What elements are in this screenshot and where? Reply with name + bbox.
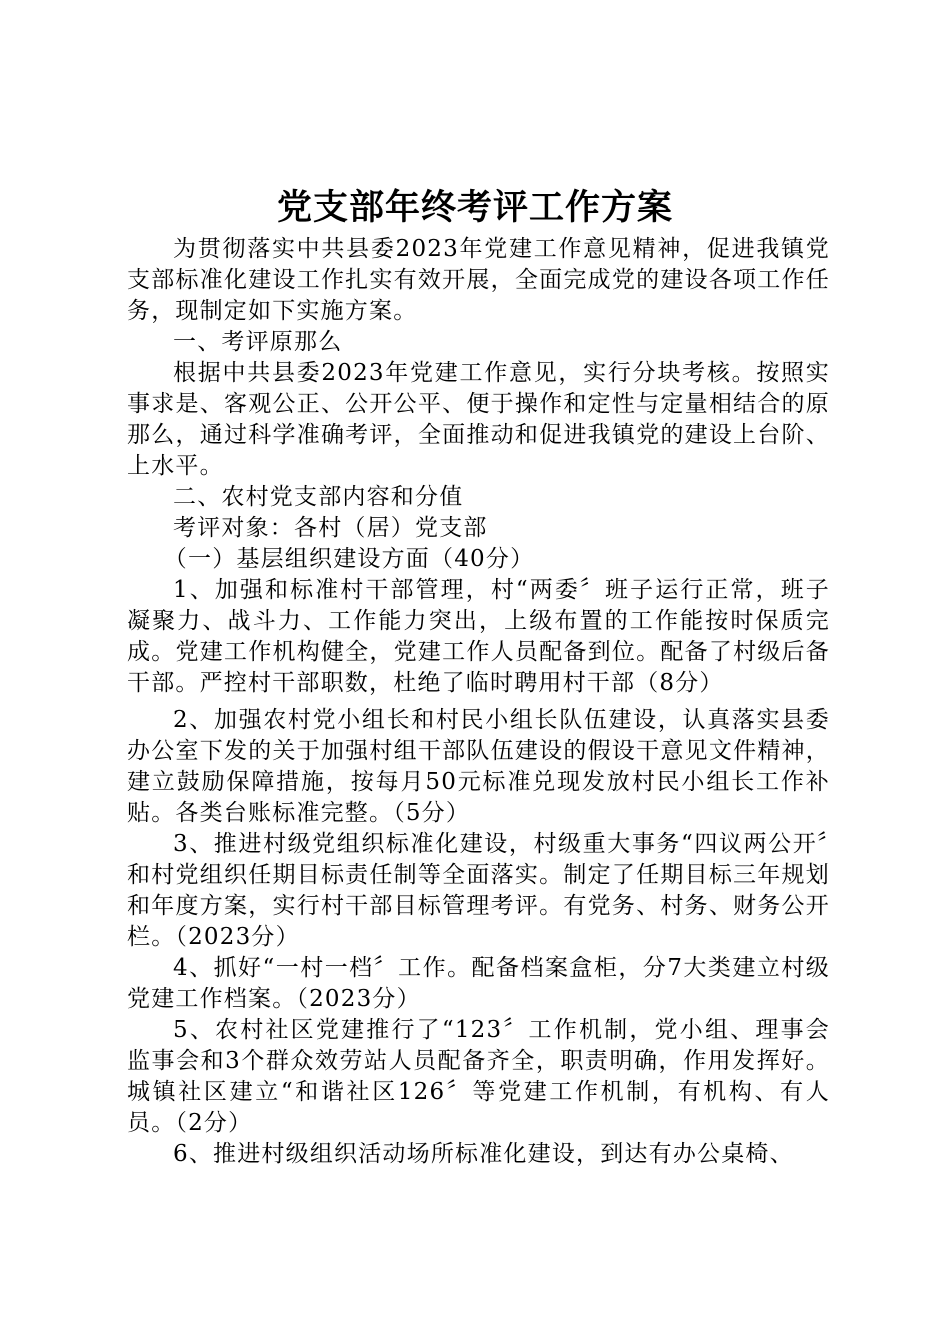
item-3-paragraph: 3、推进村级党组织标准化建设，村级重大事务“四议两公开〞和村党组织任期目标责任制等全面落实。制定了任期目标三年规划和年度方案，实行村干部目标管理考评。有党务、村务、财务公开栏。（2023分） bbox=[127, 831, 830, 950]
section-heading-principles: 一、考评原那么 bbox=[173, 329, 343, 355]
item-1-paragraph: 1、加强和标准村干部管理，村“两委〞班子运行正常，班子凝聚力、战斗力、工作能力突出，上级布置的工作能按时保质完成。党建工作机构健全，党建工作人员配备到位。配备了村级后备干部。严控村干部职数，杜绝了临时聘用村干部（8分） bbox=[127, 577, 830, 696]
item-5-paragraph: 5、农村社区党建推行了“123〞工作机制，党小组、理事会监事会和3个群众效劳站人员配备齐全，职责明确，作用发挥好。城镇社区建立“和谐社区126〞等党建工作机制，有机构、有人员。（2分） bbox=[127, 1017, 830, 1136]
subsection-heading-organization: （一）基层组织建设方面（40分） bbox=[163, 546, 535, 572]
item-2-paragraph: 2、加强农村党小组长和村民小组长队伍建设，认真落实县委办公室下发的关于加强村组干部队伍建设的假设干意见文件精神，建立鼓励保障措施，按每月50元标准兑现发放村民小组长工作补贴。各类台账标准完整。（5分） bbox=[127, 707, 830, 826]
document-body bbox=[127, 234, 830, 1170]
principles-paragraph: 根据中共县委2023年党建工作意见，实行分块考核。按照实事求是、客观公正、公开公平、便于操作和定性与定量相结合的原那么，通过科学准确考评，全面推动和促进我镇党的建设上台阶、上水平。 bbox=[127, 360, 830, 479]
evaluation-target: 考评对象：各村（居）党支部 bbox=[173, 515, 488, 541]
item-4-paragraph: 4、抓好“一村一档〞工作。配备档案盒柜，分7大类建立村级党建工作档案。（2023分） bbox=[127, 955, 830, 1012]
page-title: 党支部年终考评工作方案 bbox=[276, 187, 673, 228]
item-6-paragraph: 6、推进村级组织活动场所标准化建设，到达有办公桌椅、 bbox=[173, 1141, 794, 1167]
section-heading-content-scores: 二、农村党支部内容和分值 bbox=[173, 484, 464, 510]
intro-paragraph: 为贯彻落实中共县委2023年党建工作意见精神，促进我镇党支部标准化建设工作扎实有效开展，全面完成党的建设各项工作任务，现制定如下实施方案。 bbox=[127, 236, 830, 324]
